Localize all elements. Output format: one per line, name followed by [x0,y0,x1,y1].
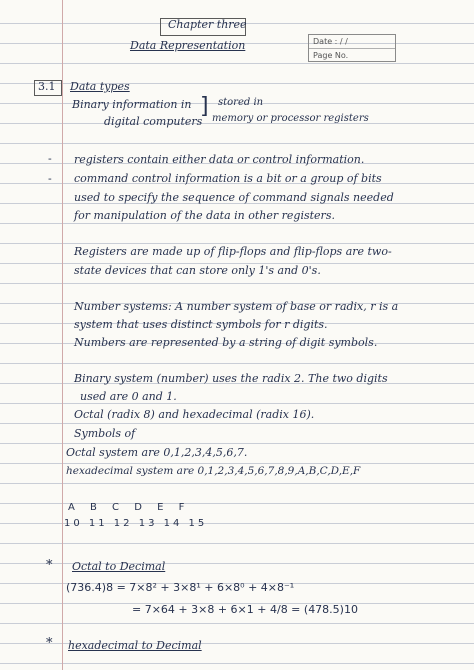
date-page-box [308,34,396,62]
note-line: used to specify the sequence of command signals needed [74,191,394,204]
bullet: - [48,172,52,185]
note-line: registers contain either data or control information. [74,153,365,166]
brace-symbol: ] [200,94,209,119]
section-heading: Data types [70,80,130,93]
bullet: * [46,636,53,651]
note-line: Symbols of [74,427,136,440]
stored-line: memory or processor registers [212,113,369,124]
note-line: command control information is a bit or a group of bits [74,172,382,185]
note-line: system that uses distinct symbols for r digits. [74,318,328,331]
hex-values: 10 11 12 13 14 15 [64,518,208,529]
section-number: 3.1 [38,80,56,93]
binary-info-line: Binary information in [72,98,192,111]
note-line: for manipulation of the data in other registers. [74,209,335,222]
binary-info-line: digital computers [104,115,203,128]
hex-heading: hexadecimal to Decimal [68,639,202,652]
page-title: Data Representation [130,39,246,52]
note-line: Number systems: A number system of base or radix, r is a [74,300,399,313]
note-line: Octal (radix 8) and hexadecimal (radix 16). [74,408,315,421]
note-line: Binary system (number) uses the radix 2. The two digits [74,372,388,385]
note-line: Registers are made up of flip-flops and flip-flops are two- [74,245,392,258]
bullet: - [48,152,52,165]
date-field: Date : / / [309,35,395,49]
stored-line: stored in [218,97,264,108]
octal-equation: = 7×64 + 3×8 + 6×1 + 4/8 = (478.5)10 [132,603,358,616]
note-line: Numbers are represented by a string of digit symbols. [74,336,378,349]
octal-equation: (736.4)8 = 7×8² + 3×8¹ + 6×8⁰ + 4×8⁻¹ [66,581,295,594]
hex-letters: A B C D E F [68,502,191,513]
note-line: Octal system are 0,1,2,3,4,5,6,7. [66,446,248,459]
bullet: * [46,558,53,573]
note-line: state devices that can store only 1's and 0's. [74,264,321,277]
chapter-title: Chapter three [168,18,247,31]
note-line: hexadecimal system are 0,1,2,3,4,5,6,7,8,9,A,B,C,D,E,F [66,465,361,477]
octal-heading: Octal to Decimal [72,560,166,573]
margin-line [62,0,63,670]
note-line: used are 0 and 1. [80,390,177,403]
page-number-field: Page No. [313,51,349,60]
